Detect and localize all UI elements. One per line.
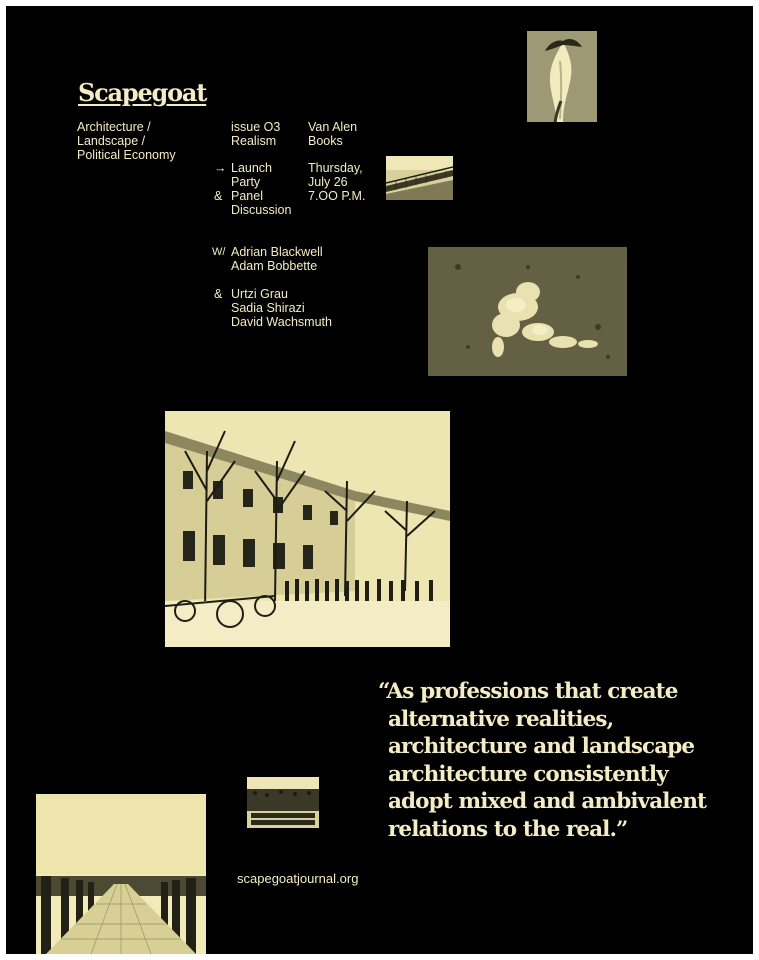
event-line-2: Party <box>231 175 261 189</box>
subtitle-line-1: Architecture / <box>77 120 151 134</box>
quote-line-4: architecture consistently <box>388 761 668 787</box>
plant-photo <box>527 31 597 122</box>
panelist-4: Sadia Shirazi <box>231 301 305 315</box>
subtitle <box>77 120 176 162</box>
event-line-1: Launch <box>231 161 273 175</box>
panelist-2: Adam Bobbette <box>231 259 318 273</box>
event-line-4: Discussion <box>231 203 292 217</box>
issue-info <box>231 120 280 148</box>
event-info <box>231 161 291 217</box>
panelist-3: Urtzi Grau <box>231 287 288 301</box>
subtitle-line-3: Political Economy <box>77 148 176 162</box>
venue <box>308 120 357 148</box>
venue-line-2: Books <box>308 134 343 148</box>
panelist-5: David Wachsmuth <box>231 315 332 329</box>
event-line-3: Panel <box>231 189 263 203</box>
quote-line-5: adopt mixed and ambivalent <box>388 789 707 814</box>
crowd-photo <box>247 777 319 828</box>
pull-quote <box>378 678 750 843</box>
date-date: July 26 <box>308 175 348 189</box>
event-arrow: → <box>214 161 227 175</box>
event-ampersand: & <box>214 189 223 203</box>
issue-theme: Realism <box>231 134 277 148</box>
panel-group-2 <box>231 287 332 329</box>
walkway-photo <box>36 794 206 954</box>
poster <box>6 6 753 954</box>
date-time-value: 7.OO P.M. <box>308 189 366 203</box>
street-scene-photo <box>165 411 450 647</box>
quote-line-6: relations to the real.” <box>388 816 628 842</box>
panelist-1: Adrian Blackwell <box>231 245 323 259</box>
panel-ampersand: & <box>214 287 223 301</box>
quote-line-3: architecture and landscape <box>388 734 695 759</box>
venue-line-1: Van Alen <box>308 120 358 134</box>
logo: Scapegoat <box>78 78 207 107</box>
subtitle-line-2: Landscape / <box>77 134 146 148</box>
date-time <box>308 161 365 203</box>
bridge-photo <box>386 156 453 200</box>
issue-number: issue O3 <box>231 120 281 134</box>
quote-line-2: alternative realities, <box>388 706 614 732</box>
with-prefix: W/ <box>212 246 226 258</box>
website-link[interactable]: scapegoatjournal.org <box>237 871 359 886</box>
panel-group-1 <box>231 245 323 273</box>
quote-line-1: “As professions that create <box>378 679 678 704</box>
date-day: Thursday, <box>308 161 363 175</box>
explosion-photo <box>428 247 627 376</box>
